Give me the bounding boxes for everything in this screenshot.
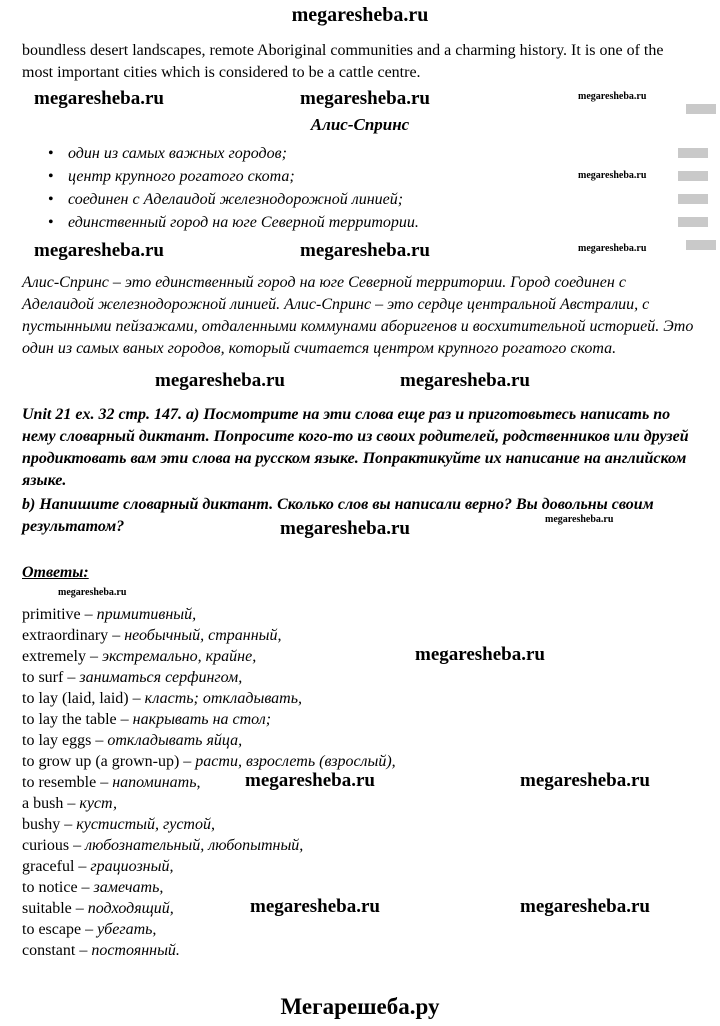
bullet-text: один из самых важных городов; (68, 145, 287, 162)
watermark-row-b (22, 240, 698, 264)
word-ru: – любознательный, любопытный, (73, 837, 304, 854)
word-ru: – замечать, (81, 879, 164, 896)
word-en: a bush (22, 795, 64, 812)
word-row (22, 730, 698, 751)
grey-box (678, 148, 708, 158)
word-en: to grow up (a grown-up) (22, 753, 180, 770)
watermark-text: megaresheba.ru (34, 88, 164, 109)
watermark-text: megaresheba.ru (58, 587, 127, 598)
watermark-row-a (22, 88, 698, 112)
grey-box (678, 217, 708, 227)
watermark-row-c (22, 370, 698, 396)
word-en: graceful (22, 858, 75, 875)
bullet-item (46, 188, 698, 211)
task-paragraph-b: b) Напишите словарный диктант. Сколько слов вы написали верно? Вы довольны своим результатом? (22, 496, 654, 535)
word-ru: – убегать, (85, 921, 157, 938)
watermark-text: megaresheba.ru (300, 88, 430, 109)
grey-box (678, 171, 708, 181)
word-row (22, 709, 698, 730)
watermark-text: megaresheba.ru (520, 770, 650, 791)
word-row (22, 604, 698, 625)
word-row (22, 625, 698, 646)
word-ru: – примитивный, (84, 606, 197, 623)
word-en: suitable (22, 900, 72, 917)
word-ru: – подходящий, (75, 900, 174, 917)
word-row (22, 772, 698, 793)
word-row (22, 835, 698, 856)
word-ru: – напоминать, (100, 774, 201, 791)
word-ru: – откладывать яйца, (95, 732, 243, 749)
word-ru: – расти, взрослеть (взрослый), (183, 753, 396, 770)
watermark-text: megaresheba.ru (520, 896, 650, 917)
word-row (22, 898, 698, 919)
word-en: to escape (22, 921, 82, 938)
word-ru: – экстремально, крайне, (89, 648, 257, 665)
word-en: extremely (22, 648, 86, 665)
word-ru: – грациозный, (78, 858, 174, 875)
top-watermark: megaresheba.ru (291, 4, 429, 26)
word-row (22, 814, 698, 835)
word-ru: – накрывать на стол; (120, 711, 272, 728)
section-heading: Алис-Спринс (310, 115, 410, 134)
answers-label: Ответы: (22, 564, 89, 581)
word-row (22, 688, 698, 709)
word-en: to surf (22, 669, 64, 686)
word-ru: – куст, (67, 795, 117, 812)
watermark-text: megaresheba.ru (400, 370, 530, 391)
watermark-text: megaresheba.ru (34, 240, 164, 261)
word-ru: – необычный, странный, (112, 627, 282, 644)
summary-paragraph: Алис-Спринс – это единственный город на юге Северной территории. Город соединен с Аделаидой железнодорожной линией. Алис-Спринс – это сердце центральной Австралии, с пустынными пейзажами, отдаленными коммунами аборигенов и восхитительной историей. Это один из самых ваных городов, который считается центром крупного рогатого скота. (22, 274, 694, 357)
vocabulary-list (22, 604, 698, 961)
bullet-item (46, 142, 698, 165)
word-row (22, 667, 698, 688)
intro-paragraph: boundless desert landscapes, remote Aboriginal communities and a charming history. It is one of the most important cities which is considered to be a cattle centre. (22, 42, 664, 81)
bullet-text: соединен с Аделаидой железнодорожной линией; (68, 191, 404, 208)
word-en: to notice (22, 879, 78, 896)
word-en: extraordinary (22, 627, 109, 644)
watermark-text: megaresheba.ru (578, 91, 647, 102)
grey-box (686, 104, 716, 114)
word-en: to lay eggs (22, 732, 92, 749)
task-paragraph-a: Unit 21 ex. 32 стр. 147. a) Посмотрите на эти слова еще раз и приготовьтесь написать по нему словарный диктант. Попросите кого-то из своих родителей, родственников или друзей продиктовать вам эти слова на русском языке. Попрактикуйте их написание на английском языке. (22, 406, 689, 489)
bullet-item (46, 211, 698, 234)
word-row (22, 751, 698, 772)
bullet-text: единственный город на юге Северной территории. (68, 214, 419, 231)
footer-brand: Мегарешеба.ру (280, 994, 440, 1019)
word-en: bushy (22, 816, 61, 833)
watermark-text: megaresheba.ru (245, 770, 375, 791)
watermark-text: megaresheba.ru (545, 514, 614, 525)
word-en: primitive (22, 606, 81, 623)
word-row (22, 877, 698, 898)
word-en: to lay the table (22, 711, 117, 728)
word-en: to resemble (22, 774, 97, 791)
word-row (22, 856, 698, 877)
word-row (22, 793, 698, 814)
word-ru: – класть; откладывать, (132, 690, 303, 707)
watermark-text: megaresheba.ru (578, 170, 647, 181)
word-ru: – кустистый, густой, (64, 816, 215, 833)
grey-box (678, 194, 708, 204)
word-en: to lay (laid, laid) (22, 690, 129, 707)
watermark-text: megaresheba.ru (300, 240, 430, 261)
bullet-text: центр крупного рогатого скота; (68, 168, 295, 185)
watermark-text: megaresheba.ru (280, 518, 410, 539)
word-ru: – заниматься серфингом, (67, 669, 243, 686)
watermark-text: megaresheba.ru (415, 644, 545, 665)
word-row (22, 919, 698, 940)
word-en: constant (22, 942, 76, 959)
watermark-text: megaresheba.ru (155, 370, 285, 391)
watermark-text: megaresheba.ru (578, 243, 647, 254)
grey-box (686, 240, 716, 250)
bullet-list (46, 142, 698, 234)
watermark-text: megaresheba.ru (250, 896, 380, 917)
word-row (22, 646, 698, 667)
word-ru: – постоянный. (79, 942, 180, 959)
word-row (22, 940, 698, 961)
word-en: curious (22, 837, 70, 854)
